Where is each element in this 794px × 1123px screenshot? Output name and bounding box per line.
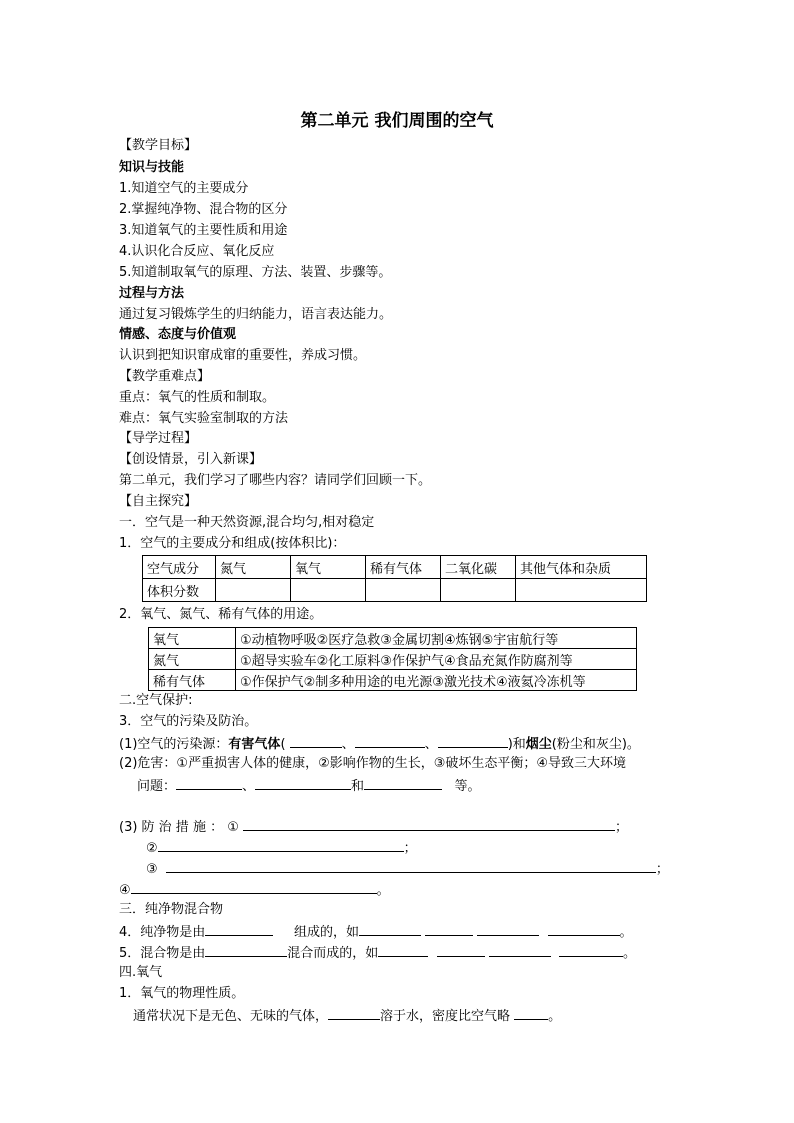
heading-emotion-values: 情感、态度与价值观 — [119, 327, 237, 342]
answer-cell[interactable] — [216, 579, 291, 602]
blank-line[interactable] — [425, 921, 473, 936]
table-cell: 氮气 — [149, 649, 236, 670]
harmful-gas-label: 有害气体 — [228, 737, 281, 752]
table-row — [143, 579, 647, 602]
table-cell: 稀有气体 — [366, 556, 441, 579]
part-two-heading: 二.空气保护: — [119, 693, 193, 708]
hard-point: 难点：氧气实验室制取的方法 — [119, 411, 289, 426]
question-6: 1．氧气的物理性质。 — [119, 986, 245, 1001]
measures-line-3: ③ ； — [146, 858, 669, 878]
table-cell: 氮气 — [216, 556, 291, 579]
pollution-source-line: (1)空气的污染源：有害气体( 、 、 )和烟尘(粉尘和灰尘)。 — [119, 733, 640, 753]
blank-line[interactable] — [355, 733, 425, 748]
dust-label: 烟尘 — [525, 737, 552, 752]
table-cell: ①超导实验车②化工原料③作保护气④食品充氮作防腐剂等 — [236, 649, 637, 670]
goal-item: 2.掌握纯净物、混合物的区分 — [119, 202, 288, 217]
answer-cell[interactable] — [291, 579, 366, 602]
blank-line[interactable] — [438, 733, 508, 748]
table-cell: 稀有气体 — [149, 670, 236, 691]
table-cell: 氧气 — [291, 556, 366, 579]
blank-line[interactable] — [290, 733, 342, 748]
goal-item: 4.认识化合反应、氧化反应 — [119, 244, 275, 259]
table-cell: 氧气 — [149, 628, 236, 649]
blank-line[interactable] — [378, 942, 428, 957]
harm-line: (2)危害：①严重损害人体的健康，②影响作物的生长，③破坏生态平衡；④导致三大环境 — [119, 756, 627, 771]
page-title: 第二单元 我们周围的空气 — [300, 111, 494, 131]
emotion-text: 认识到把知识窜成窜的重要性，养成习惯。 — [119, 348, 367, 363]
oxygen-property-line: 通常状况下是无色、无味的气体， 溶于水，密度比空气略 。 — [133, 1005, 561, 1025]
section-intro: 【创设情景，引入新课】 — [119, 452, 263, 467]
section-self-explore: 【自主探究】 — [119, 494, 198, 509]
section-teaching-goals: 【教学目标】 — [119, 138, 198, 153]
goal-item: 1.知道空气的主要成分 — [119, 181, 249, 196]
answer-cell[interactable] — [516, 579, 647, 602]
blank-line[interactable] — [328, 1005, 380, 1020]
harm-problems-line: 问题： 、 和 等。 — [137, 775, 480, 795]
blank-line[interactable] — [205, 942, 287, 957]
blank-line[interactable] — [489, 942, 551, 957]
part-one-heading: 一．空气是一种天然资源,混合均匀,相对稳定 — [119, 515, 375, 530]
blank-line[interactable] — [437, 942, 485, 957]
answer-cell[interactable] — [366, 579, 441, 602]
blank-line[interactable] — [477, 921, 539, 936]
heading-process-method: 过程与方法 — [119, 286, 185, 301]
blank-line[interactable] — [166, 858, 656, 873]
gas-uses-table — [148, 627, 637, 691]
table-row — [149, 670, 637, 691]
part-three-heading: 三．纯净物混合物 — [119, 902, 224, 917]
blank-line[interactable] — [131, 879, 377, 894]
heading-knowledge-skills: 知识与技能 — [119, 160, 185, 175]
table-row — [143, 556, 647, 579]
part-four-heading: 四.氧气 — [119, 965, 163, 980]
process-text: 通过复习锻炼学生的归纳能力，语言表达能力。 — [119, 307, 393, 322]
measures-line-4: ④ 。 — [119, 879, 390, 899]
goal-item: 5.知道制取氧气的原理、方法、装置、步骤等。 — [119, 265, 392, 280]
table-row — [149, 649, 637, 670]
blank-line[interactable] — [514, 1005, 548, 1020]
blank-line[interactable] — [559, 942, 623, 957]
question-5: 5．混合物是由 混合而成的，如 。 — [119, 942, 636, 962]
goal-item: 3.知道氧气的主要性质和用途 — [119, 223, 288, 238]
table-cell: 体积分数 — [143, 579, 216, 602]
section-guide-process: 【导学过程】 — [119, 431, 198, 446]
table-cell: 其他气体和杂质 — [516, 556, 647, 579]
blank-line[interactable] — [176, 775, 242, 790]
table-cell: 二氧化碳 — [441, 556, 516, 579]
question-4: 4．纯净物是由 组成的，如 。 — [119, 921, 633, 941]
blank-line[interactable] — [548, 921, 620, 936]
table-cell: 空气成分 — [143, 556, 216, 579]
air-composition-table — [142, 555, 647, 602]
measures-line-1: (3) 防 治 措 施 ： ① ； — [119, 816, 628, 836]
measures-label: (3) 防 治 措 施 ： — [119, 820, 224, 835]
section-key-points: 【教学重难点】 — [119, 369, 211, 384]
intro-text: 第二单元，我们学习了哪些内容？请同学们回顾一下。 — [119, 473, 432, 488]
blank-line[interactable] — [359, 921, 421, 936]
table-cell: ①动植物呼吸②医疗急救③金属切割④炼钢⑤宇宙航行等 — [236, 628, 637, 649]
answer-cell[interactable] — [441, 579, 516, 602]
blank-line[interactable] — [255, 775, 351, 790]
question-3: 3．空气的污染及防治。 — [119, 714, 258, 729]
question-1: 1．空气的主要成分和组成(按体积比)： — [119, 536, 346, 551]
key-point: 重点：氧气的性质和制取。 — [119, 390, 276, 405]
table-cell: ①作保护气②制多种用途的电光源③激光技术④液氦冷冻机等 — [236, 670, 637, 691]
blank-line[interactable] — [205, 921, 273, 936]
measures-line-2: ② ； — [146, 837, 417, 857]
blank-line[interactable] — [243, 816, 615, 831]
table-row — [149, 628, 637, 649]
blank-line[interactable] — [364, 775, 442, 790]
question-2: 2．氧气、氮气、稀有气体的用途。 — [119, 607, 323, 622]
blank-line[interactable] — [158, 837, 404, 852]
